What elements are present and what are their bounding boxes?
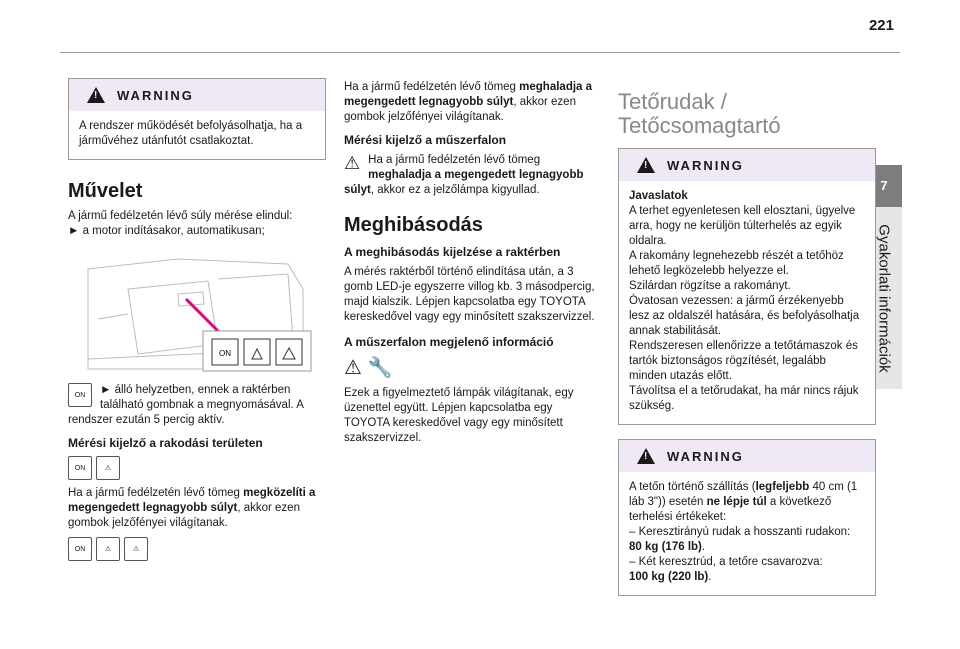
column-3 [618,82,876,596]
approach-limit-text: Ha a jármű fedélzetén lévő tömeg megközelíti a megengedett legnagyobb súlyt, akkor ezen gombok jelzőfényei világítanak. [68,487,316,529]
indicator-row-2 [68,537,326,561]
heading-hiba-rakter: A meghibásodás kijelzése a raktérben [344,245,561,259]
column-1 [68,78,326,567]
top-rule [60,52,900,53]
on-button-icon: ON [68,383,92,407]
chapter-label: Gyakorlati információk [875,223,893,373]
chapter-tab: 7 [866,165,902,207]
warning-title: WARNING [117,87,194,103]
heading-muvelet: Művelet [68,180,143,202]
column-2 [344,80,596,446]
warning-text: A rendszer működését befolyásolhatja, ha a járművéhez utánfutót csatlakoztat. [79,120,303,147]
warning-icon [637,157,655,173]
indicator-row-1 [68,456,326,480]
warning-box-3: ! WARNING A tetőn történő szállítás (legfeljebb 40 cm (1 láb 3")) esetén ne lépje túl a következő terhelési értékeket: – Keresztirányú rudak a hosszanti rudakon: 80 kg (176 lb). – Két keresztrúd, a tetőre csavarozva: 100 kg (220 lb). [618,439,876,596]
intro-text: A jármű fedélzetén lévő súly mérése elindul: [68,210,293,222]
on-button-icon: ON [68,456,92,480]
weight-warning-icon: ⚠ [96,537,120,561]
warning-box-1 [68,78,326,160]
recommendations-heading: Javaslatok [629,190,688,202]
warning-title: WARNING [667,157,744,173]
warning-icon [637,448,655,464]
warning-header [69,79,325,111]
on-button-para [68,383,326,428]
warning-box-2: ! WARNING Javaslatok A terhet egyenletesen kell elosztani, ügyelve arra, hogy ne kerüljön túlterhelés az egyik oldalra. A rakomány legnehezebb részét a tetőhöz lehető legközelebb helyezze el. Szilárdan rögzítse a rakományt. Óvatosan vezessen: a jármű érzékenyebb lesz az oldalszél hatására, és befolyásolhatja annak stabilitását. Rendszeresen ellenőrizze a tetőtámaszok és tartók biztonságos rögzítését, legalább minden utazás előtt. Távolítsa el a tetőrudakat, ha már nincs rájuk szükség. [618,148,876,425]
heading-meresi-kijelzo: Mérési kijelző a rakodási területen [68,436,263,450]
fault-cargo-text: A mérés raktérből történő elindítása után, a 3 gomb LED-je egyszerre villog kb. 3 másodpercig, majd kialszik. Lépjen kapcsolatba egy TOYOTA kereskedővel vagy egy minősített szakszervizzel. [344,266,595,323]
page-number: 221 [868,17,894,34]
overload-warning-icon: ⚠ [124,537,148,561]
fault-dashboard-text: Ezek a figyelmeztető lámpák világítanak, egy üzenettel együtt. Lépjen kapcsolatba egy TOYOTA kereskedővel vagy egy minősített szakszervizzel. [344,387,574,444]
bullet-stationary: ► álló helyzetben, ennek a raktérben található gombnak a megnyomásával. A rendszer ezután 5 percig aktív. [68,384,304,426]
weight-warning-icon: ⚠ [96,456,120,480]
bullet-engine-start: ► a motor indításakor, automatikusan; [68,225,265,237]
dashboard-indicator-para: ⚠ Ha a jármű fedélzetén lévő tömeg meghaladja a megengedett legnagyobb súlyt, akkor ez a jelzőlámpa kigyullad. [344,153,584,196]
warning-light-icon: ⚠ [344,357,362,379]
on-button-icon: ON [68,537,92,561]
fault-icons [344,355,596,380]
heading-hiba-muszerfal: A műszerfalon megjelenő információ [344,335,554,349]
heading-meghibasodas: Meghibásodás [344,214,483,236]
svg-text:ON: ON [219,349,231,358]
warning-title: WARNING [667,448,744,464]
warning-icon [87,87,105,103]
heading-tetorudak: Tetőrudak / Tetőcsomagtartó [618,89,781,138]
wrench-icon: 🔧 [367,357,393,379]
heading-muszerfal: Mérési kijelző a műszerfalon [344,133,507,147]
exceed-limit-text: Ha a jármű fedélzetén lévő tömeg meghaladja a megengedett legnagyobb súlyt, akkor ezen gombok jelzőfényei világítanak. [344,81,593,123]
cargo-area-illustration [68,249,314,375]
overload-warning-light-icon: ⚠ [344,153,361,173]
